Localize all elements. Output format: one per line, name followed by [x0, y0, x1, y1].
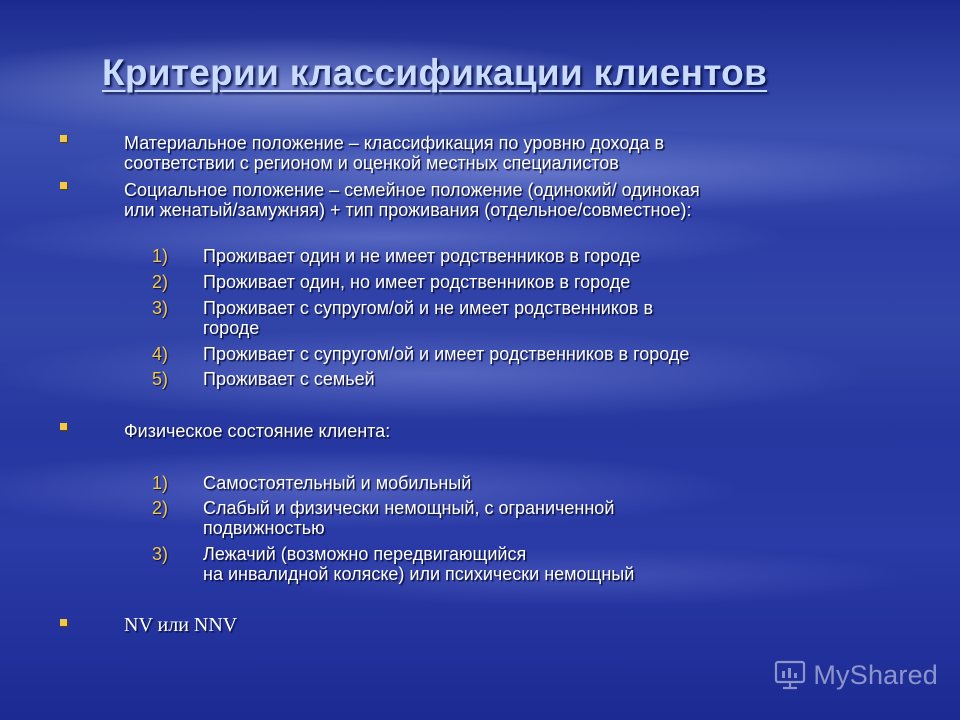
- list-item-text: [203, 544, 793, 584]
- bullet-text: [124, 180, 824, 220]
- bullet-item-nv: [60, 615, 820, 639]
- bullet-line: Материальное положение – классификация по уровню дохода в: [124, 133, 665, 153]
- list-item-text: Самостоятельный и мобильный: [203, 473, 472, 493]
- bullet-item-material: [60, 133, 820, 175]
- list-number: 2): [152, 272, 169, 292]
- list-item-text: Проживает один, но имеет родственников в городе: [203, 272, 631, 292]
- list-item-text: [203, 498, 793, 538]
- list-number: 1): [152, 473, 169, 493]
- list-item-line: Лежачий (возможно передвигающийся: [203, 544, 527, 564]
- list-item-text: Проживает один и не имеет родственников в городе: [203, 246, 641, 266]
- bullet-line: соответствии с регионом и оценкой местных специалистов: [124, 153, 619, 173]
- bullet-marker-icon: [60, 423, 67, 430]
- bullet-text: [124, 133, 824, 173]
- list-number: 1): [152, 246, 169, 266]
- list-item-text: Проживает с супругом/ой и имеет родственников в городе: [203, 344, 690, 364]
- list-number: 5): [152, 369, 169, 389]
- watermark-logo: [773, 658, 938, 692]
- bullet-text: Физическое состояние клиента:: [124, 421, 391, 441]
- list-item-text: Проживает с семьей: [203, 369, 375, 389]
- slide-title: Критерии классификации клиентов: [102, 52, 768, 93]
- bullet-marker-icon: [60, 135, 67, 142]
- bullet-marker-icon: [60, 619, 67, 626]
- presentation-board-icon: [773, 658, 807, 692]
- bullet-text: NV или NNV: [124, 614, 238, 636]
- watermark-text: MyShared: [813, 659, 938, 690]
- list-item-line: Проживает с супругом/ой и не имеет родственников в: [203, 298, 654, 318]
- list-number: 3): [152, 544, 169, 564]
- list-item-line: Слабый и физически немощный, с ограниченной: [203, 498, 615, 518]
- list-number: 2): [152, 498, 169, 518]
- list-item-line: на инвалидной коляске) или психически немощный: [203, 564, 635, 584]
- list-item-text: [203, 298, 793, 338]
- bullet-item-social: [60, 180, 820, 222]
- list-number: 4): [152, 344, 169, 364]
- bullet-item-physical: [60, 421, 820, 443]
- bullet-line: или женатый/замужняя) + тип проживания (отдельное/совместное):: [124, 200, 692, 220]
- bullet-line: Социальное положение – семейное положение (одинокий/ одинокая: [124, 180, 700, 200]
- list-number: 3): [152, 298, 169, 318]
- list-item-line: подвижностью: [203, 518, 325, 538]
- bullet-marker-icon: [60, 182, 67, 189]
- list-item-line: городе: [203, 318, 260, 338]
